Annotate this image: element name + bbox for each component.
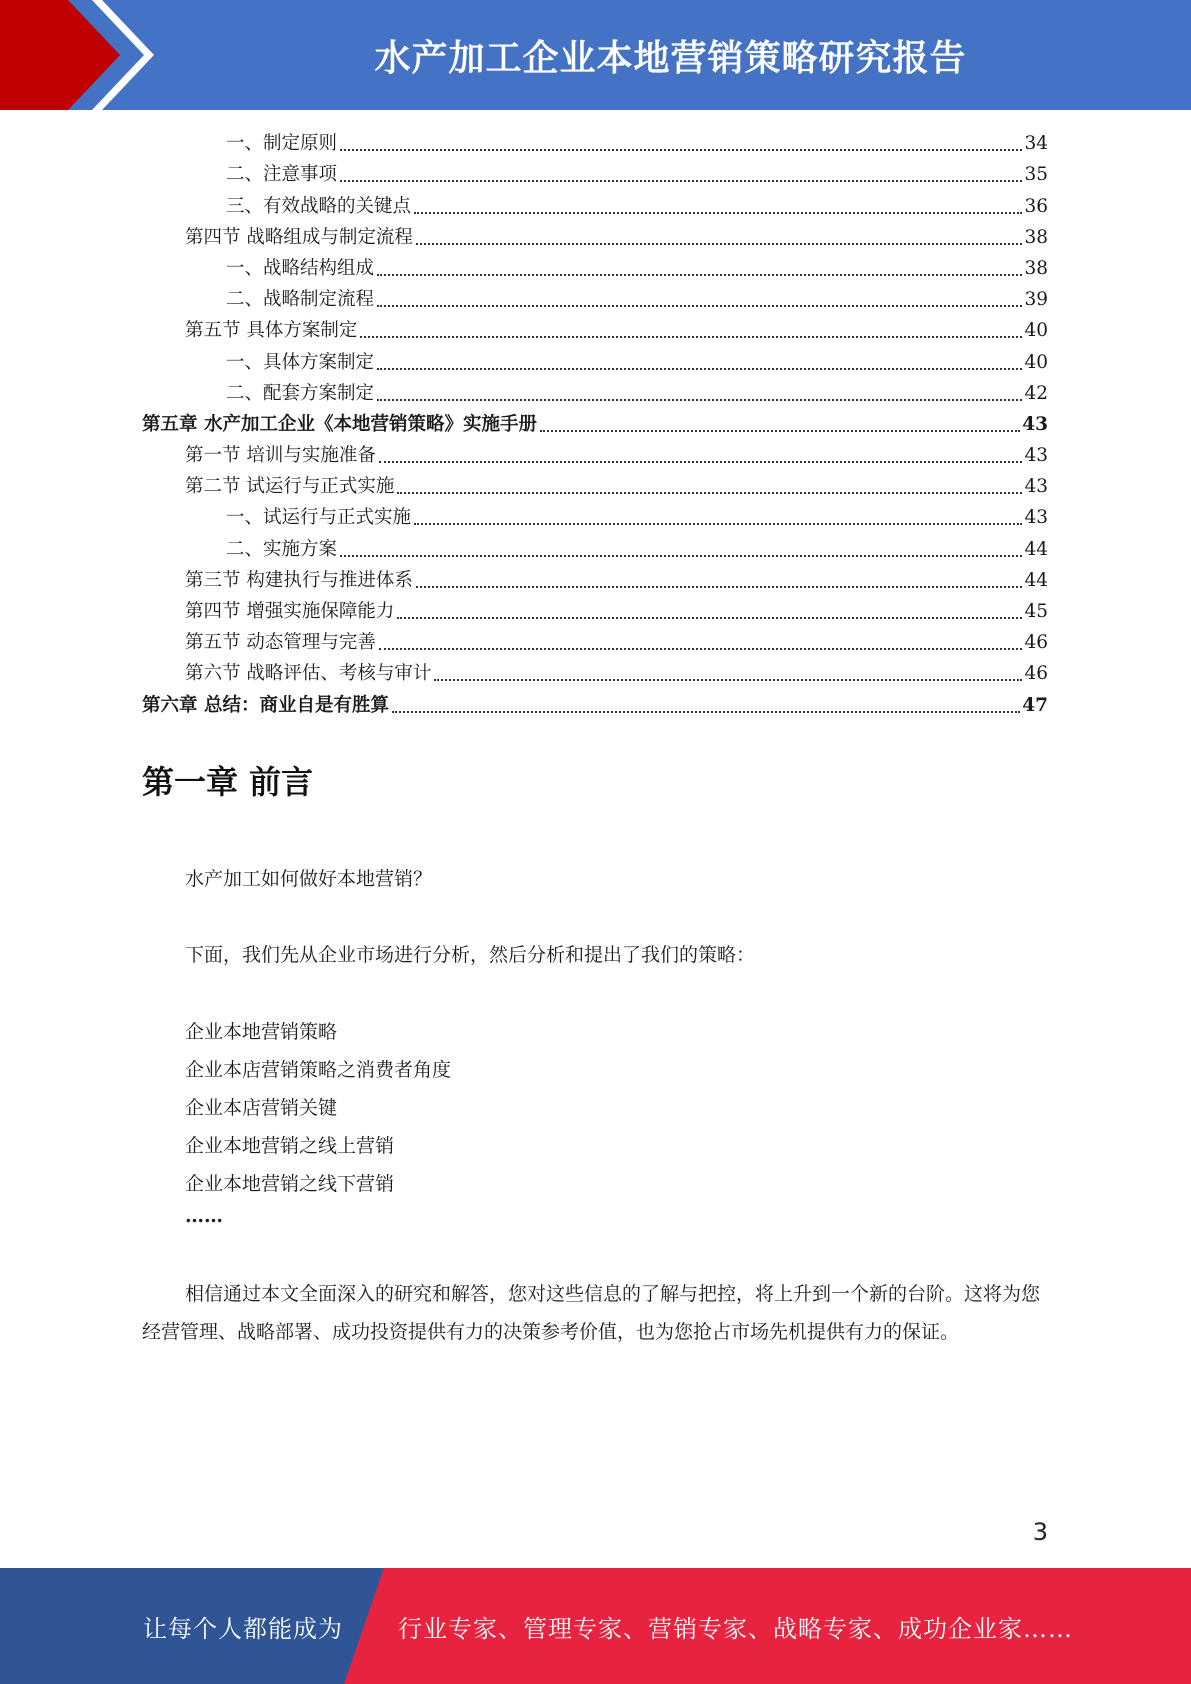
toc-entry-page: 43	[1022, 413, 1048, 435]
toc-entry-title: 二、配套方案制定	[226, 382, 375, 404]
toc-dot-leader	[540, 430, 1020, 432]
toc-dot-leader	[434, 679, 1022, 681]
toc-entry-title: 第一节 培训与实施准备	[185, 445, 376, 467]
toc-entry-page: 40	[1024, 351, 1048, 373]
toc-entry-title: 第四节 战略组成与制定流程	[185, 226, 413, 248]
list-item: 企业本地营销之线下营销	[185, 1173, 395, 1195]
toc-entry-title: 第二节 试运行与正式实施	[185, 476, 395, 498]
toc-dot-leader	[340, 555, 1022, 557]
table-of-contents	[142, 128, 1048, 721]
toc-entry[interactable]	[142, 440, 1048, 471]
toc-dot-leader	[377, 305, 1022, 307]
toc-entry-page: 46	[1024, 632, 1048, 654]
toc-entry-page: 39	[1024, 289, 1048, 311]
toc-entry[interactable]	[142, 284, 1048, 315]
page-footer	[0, 1568, 1191, 1684]
toc-entry-title: 一、试运行与正式实施	[226, 507, 412, 529]
toc-entry-page: 43	[1024, 507, 1048, 529]
toc-dot-leader	[340, 149, 1022, 151]
toc-dot-leader	[360, 336, 1022, 338]
toc-entry-page: 38	[1024, 257, 1048, 279]
list-ellipsis: ……	[185, 1205, 223, 1227]
toc-entry[interactable]	[142, 596, 1048, 627]
toc-dot-leader	[392, 711, 1020, 713]
toc-dot-leader	[379, 461, 1023, 463]
toc-entry-page: 40	[1024, 320, 1048, 342]
toc-entry-title: 二、战略制定流程	[226, 289, 375, 311]
toc-entry[interactable]	[142, 627, 1048, 658]
toc-dot-leader	[397, 492, 1022, 494]
list-item: 企业本店营销策略之消费者角度	[185, 1059, 452, 1081]
toc-entry-page: 44	[1024, 569, 1048, 591]
list-item: 企业本地营销之线上营销	[185, 1135, 395, 1157]
toc-entry[interactable]	[142, 128, 1048, 159]
toc-entry[interactable]	[142, 409, 1048, 440]
toc-entry-page: 36	[1024, 195, 1048, 217]
toc-entry-page: 43	[1024, 445, 1048, 467]
toc-dot-leader	[416, 586, 1023, 588]
toc-entry-title: 三、有效战略的关键点	[226, 195, 412, 217]
list-item: 企业本地营销策略	[185, 1021, 338, 1043]
toc-entry[interactable]	[142, 689, 1048, 720]
toc-entry-page: 35	[1024, 164, 1048, 186]
toc-entry[interactable]	[142, 471, 1048, 502]
toc-dot-leader	[416, 243, 1023, 245]
document-title: 水产加工企业本地营销策略研究报告	[374, 37, 967, 79]
toc-entry-title: 第四节 增强实施保障能力	[185, 601, 395, 622]
chapter-title: 第一章 前言	[142, 763, 314, 801]
toc-dot-leader	[340, 180, 1022, 182]
toc-dot-leader	[414, 523, 1022, 525]
toc-entry[interactable]	[142, 502, 1048, 533]
toc-entry[interactable]	[142, 378, 1048, 409]
page-header	[0, 0, 1191, 110]
toc-entry[interactable]	[142, 190, 1048, 221]
toc-entry-page: 44	[1024, 538, 1048, 560]
header-arrow-decoration	[0, 0, 160, 110]
toc-entry-page: 46	[1024, 663, 1048, 685]
toc-entry-title: 一、制定原则	[226, 133, 338, 155]
toc-entry-page: 43	[1024, 476, 1048, 498]
toc-entry-page: 45	[1024, 601, 1048, 622]
toc-entry-page: 34	[1024, 133, 1048, 155]
toc-dot-leader	[397, 617, 1022, 619]
toc-entry-title: 一、战略结构组成	[226, 257, 375, 279]
toc-entry[interactable]	[142, 159, 1048, 190]
closing-paragraph: 相信通过本文全面深入的研究和解答，您对这些信息的了解与把控，将上升到一个新的台阶。这将为您经营管理、战略部署、成功投资提供有力的决策参考价值，也为您抢占市场先机提供有力的保证。	[142, 1283, 1041, 1343]
toc-entry[interactable]	[142, 346, 1048, 377]
toc-entry[interactable]	[142, 315, 1048, 346]
toc-entry-page: 42	[1024, 382, 1048, 404]
toc-entry-title: 第五节 动态管理与完善	[185, 632, 376, 654]
toc-entry-title: 第五节 具体方案制定	[185, 320, 358, 342]
toc-entry-page: 47	[1022, 694, 1048, 716]
toc-entry-title: 第三节 构建执行与推进体系	[185, 569, 413, 591]
toc-entry-title: 第六节 战略评估、考核与审计	[185, 663, 432, 685]
toc-dot-leader	[379, 648, 1023, 650]
toc-entry[interactable]	[142, 222, 1048, 253]
page-number: 3	[1032, 1518, 1048, 1546]
toc-dot-leader	[377, 274, 1022, 276]
toc-entry-title: 二、注意事项	[226, 164, 338, 186]
toc-entry[interactable]	[142, 658, 1048, 689]
toc-entry[interactable]	[142, 565, 1048, 596]
footer-slogan-right: 行业专家、管理专家、营销专家、战略专家、成功企业家……	[398, 1614, 1073, 1643]
toc-entry-title: 一、具体方案制定	[226, 351, 375, 373]
intro-line: 下面，我们先从企业市场进行分析，然后分析和提出了我们的策略：	[185, 944, 756, 966]
toc-entry-page: 38	[1024, 226, 1048, 248]
toc-entry-title: 第五章 水产加工企业《本地营销策略》实施手册	[142, 413, 537, 435]
toc-entry[interactable]	[142, 253, 1048, 284]
toc-dot-leader	[377, 368, 1022, 370]
footer-slogan-left: 让每个人都能成为	[143, 1614, 343, 1643]
toc-entry-title: 二、实施方案	[226, 538, 338, 560]
toc-dot-leader	[414, 212, 1022, 214]
toc-dot-leader	[377, 399, 1022, 401]
toc-entry[interactable]	[142, 533, 1048, 564]
toc-entry-title: 第六章 总结：商业自是有胜算	[142, 694, 389, 716]
list-item: 企业本店营销关键	[185, 1097, 338, 1119]
question-line: 水产加工如何做好本地营销？	[185, 868, 433, 890]
